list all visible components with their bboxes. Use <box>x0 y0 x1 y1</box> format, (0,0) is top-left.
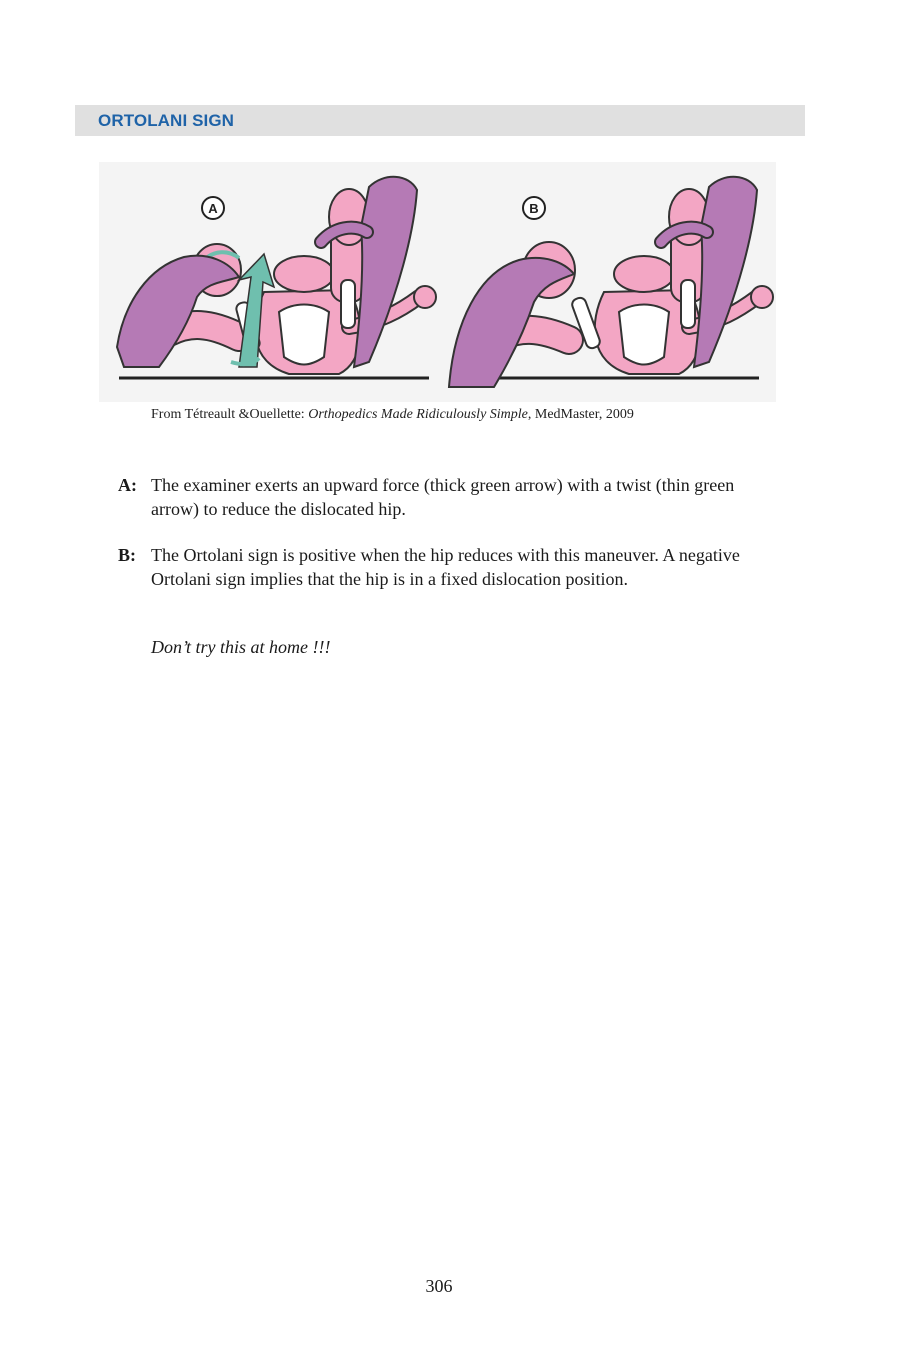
baby-head-b <box>614 256 674 292</box>
caption-book-title: Orthopedics Made Ridiculously Simple <box>308 407 528 422</box>
section-header-bar <box>75 105 805 136</box>
ortolani-figure <box>99 162 776 402</box>
item-label: A: <box>118 475 137 495</box>
baby-head-a <box>274 256 334 292</box>
examiner-hand-left-a <box>117 256 239 367</box>
item-text: The examiner exerts an upward force (thick green arrow) with a twist (thin green arrow) to reduce the dislocated hip. <box>151 475 735 519</box>
femur-right-b <box>681 280 695 328</box>
panel-b-label: B <box>529 201 539 216</box>
pelvis-bone-a <box>279 305 329 365</box>
pelvis-bone-b <box>619 305 669 365</box>
panel-a <box>117 177 436 378</box>
section-title: ORTOLANI SIGN <box>98 111 235 130</box>
caption-suffix: , MedMaster, 2009 <box>527 407 634 422</box>
page-number: 306 <box>425 1276 453 1296</box>
panel-b <box>449 177 773 387</box>
warning-note: Don’t try this at home !!! <box>151 637 331 657</box>
ortolani-illustration <box>99 162 776 402</box>
figure-caption <box>151 407 634 423</box>
femur-right-a <box>341 280 355 328</box>
caption-prefix: From Tétreault &Ouellette: <box>151 407 309 422</box>
panel-a-label: A <box>208 201 218 216</box>
item-text: The Ortolani sign is positive when the hip reduces with this maneuver. A negative Ortolani sign implies that the hip is in a fixed dislocation position. <box>151 545 740 589</box>
baby-fist-b <box>751 286 773 308</box>
item-label: B: <box>118 545 136 565</box>
baby-fist-a <box>414 286 436 308</box>
